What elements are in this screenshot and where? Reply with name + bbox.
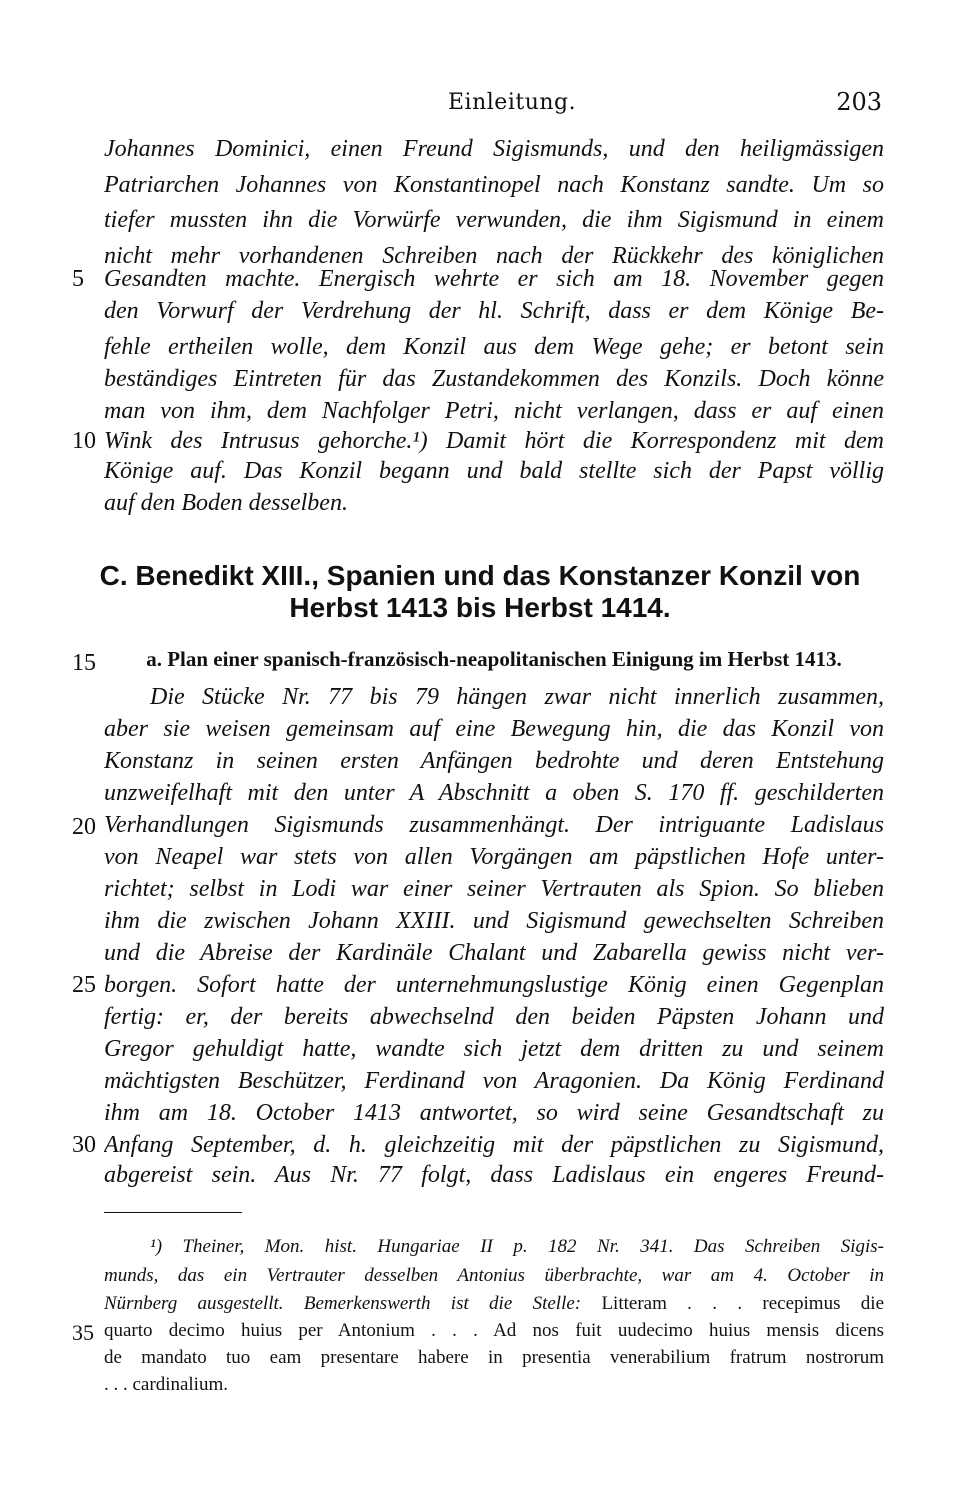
- text-line: Verhandlungen Sigismunds zusammenhängt. Der intriguante Ladislaus: [104, 812, 884, 838]
- text-line: Könige auf. Das Konzil begann und bald stellte sich der Papst völlig: [104, 458, 884, 484]
- text-line: borgen. Sofort hatte der unternehmungslustige König einen Gegenplan: [104, 972, 884, 998]
- line-number: 10: [72, 428, 96, 454]
- text-line: fertig: er, der bereits abwechselnd den beiden Päpsten Johann und: [104, 1004, 884, 1030]
- text-line: man von ihm, dem Nachfolger Petri, nicht verlangen, dass er auf einen: [104, 398, 884, 424]
- text-line: unzweifelhaft mit den unter A Abschnitt a oben S. 170 ff. geschilderten: [104, 780, 884, 806]
- text-line: den Vorwurf der Verdrehung der hl. Schrift, dass er dem Könige Be-: [104, 298, 884, 324]
- footnote-line: ¹) Theiner, Mon. hist. Hungariae II p. 182 Nr. 341. Das Schreiben Sigis-: [150, 1236, 884, 1257]
- text-line: Gregor gehuldigt hatte, wandte sich jetzt dem dritten zu und seinem: [104, 1036, 884, 1062]
- line-number: 35: [72, 1320, 94, 1345]
- section-title-line-1: C. Benedikt XIII., Spanien und das Konstanzer Konzil von: [99, 560, 861, 591]
- line-number: 30: [72, 1132, 96, 1158]
- text-line: ihm die zwischen Johann XXIII. und Sigismund gewechselten Schreiben: [104, 908, 884, 934]
- line-number: 25: [72, 972, 96, 998]
- footnote-citation: Nürnberg ausgestellt. Bemerkenswerth ist die Stelle:: [104, 1293, 582, 1314]
- text-line: fehle ertheilen wolle, dem Konzil aus dem Wege gehe; er betont sein: [104, 334, 884, 360]
- text-line: auf den Boden desselben.: [104, 490, 348, 516]
- footnote-line: . . . cardinalium.: [104, 1374, 228, 1395]
- footnote-line: munds, das ein Vertrauter desselben Antonius überbrachte, war am 4. October in: [104, 1265, 884, 1286]
- text-line: abgereist sein. Aus Nr. 77 folgt, dass Ladislaus ein engeres Freund-: [104, 1162, 884, 1188]
- footnote-line: de mandato tuo eam presentare habere in presentia venerabilium fratrum nostrorum: [104, 1347, 884, 1368]
- text-line: beständiges Eintreten für das Zustandekommen des Konzils. Doch könne: [104, 366, 884, 392]
- text-line: Die Stücke Nr. 77 bis 79 hängen zwar nicht innerlich zusammen,: [150, 684, 884, 710]
- section-subtitle: a. Plan einer spanisch-französisch-neapolitanischen Einigung im Herbst 1413.: [146, 647, 842, 671]
- section-title-line-2: Herbst 1413 bis Herbst 1414.: [289, 592, 671, 623]
- running-head: Einleitung.: [448, 90, 577, 115]
- text-line: Gesandten machte. Energisch wehrte er sich am 18. November gegen: [104, 266, 884, 292]
- text-line: Wink des Intrusus gehorche.¹) Damit hört die Korrespondenz mit dem: [104, 428, 884, 454]
- line-number: 20: [72, 814, 96, 840]
- text-line: ihm am 18. October 1413 antwortet, so wird seine Gesandtschaft zu: [104, 1100, 884, 1126]
- line-number: 5: [72, 266, 84, 292]
- text-line: mächtigsten Beschützer, Ferdinand von Aragonien. Da König Ferdinand: [104, 1068, 884, 1094]
- text-line: von Neapel war stets von allen Vorgängen am päpstlichen Hofe unter-: [104, 844, 884, 870]
- text-line: Anfang September, d. h. gleichzeitig mit der päpstlichen zu Sigismund,: [104, 1132, 884, 1158]
- text-line: richtet; selbst in Lodi war einer seiner Vertrauten als Spion. So blieben: [104, 876, 884, 902]
- footnote-line: quarto decimo huius per Antonium . . . Ad nos fuit uudecimo huius mensis dicens: [104, 1320, 884, 1341]
- text-line: nicht mehr vorhandenen Schreiben nach der Rückkehr des königlichen: [104, 243, 884, 269]
- text-line: Patriarchen Johannes von Konstantinopel nach Konstanz sandte. Um so: [104, 172, 884, 198]
- text-line: tiefer mussten ihn die Vorwürfe verwunden, die ihm Sigismund in einem: [104, 207, 884, 233]
- text-line: Johannes Dominici, einen Freund Sigismunds, und den heiligmässigen: [104, 136, 884, 162]
- text-line: Konstanz in seinen ersten Anfängen bedrohte und deren Entstehung: [104, 748, 884, 774]
- footnote-line: [104, 1293, 884, 1321]
- footnote-quote: Litteram . . . recepimus die: [601, 1293, 884, 1314]
- text-line: aber sie weisen gemeinsam auf eine Bewegung hin, die das Konzil von: [104, 716, 884, 742]
- footnote-separator: [104, 1212, 242, 1213]
- line-number: 15: [72, 650, 96, 676]
- page-number: 203: [836, 88, 882, 116]
- text-line: und die Abreise der Kardinäle Chalant und Zabarella gewiss nicht ver-: [104, 940, 884, 966]
